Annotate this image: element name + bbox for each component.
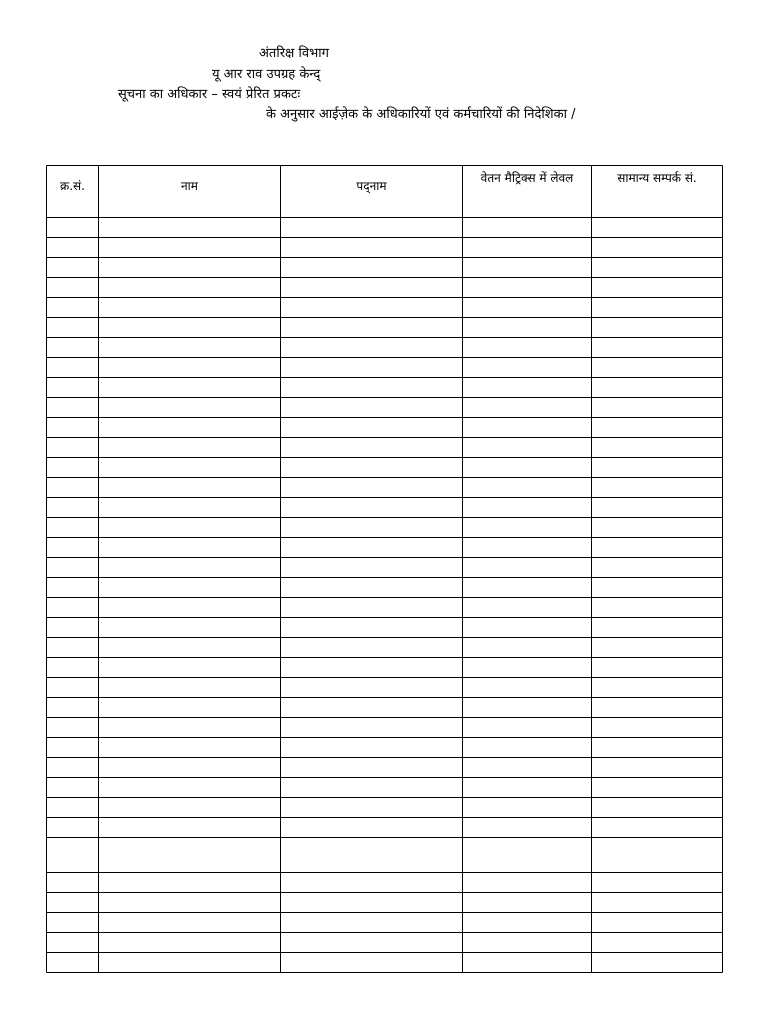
header-pay-level: वेतन मैट्रिक्स में लेवल (480, 171, 574, 185)
header-contact-no: सामान्य सम्पर्क सं. (617, 171, 697, 185)
header-rti-line: सूचना का अधिकार – स्वयं प्रेरित प्रकटः (118, 87, 301, 102)
header-name: नाम (181, 179, 198, 193)
table-grid (46, 165, 724, 975)
header-department: अंतरिक्ष विभाग (259, 46, 329, 61)
header-directory-title: के अनुसार आईज़ेक के अधिकारियों एवं कर्मचारियों की निदेशिका / (266, 107, 576, 122)
header-centre-name: यू आर राव उपग्रह केन्द् (212, 67, 321, 82)
staff-directory-table (46, 165, 724, 975)
header-designation: पद्नाम (356, 179, 387, 193)
header-serial-no: क्र.सं. (60, 179, 85, 193)
